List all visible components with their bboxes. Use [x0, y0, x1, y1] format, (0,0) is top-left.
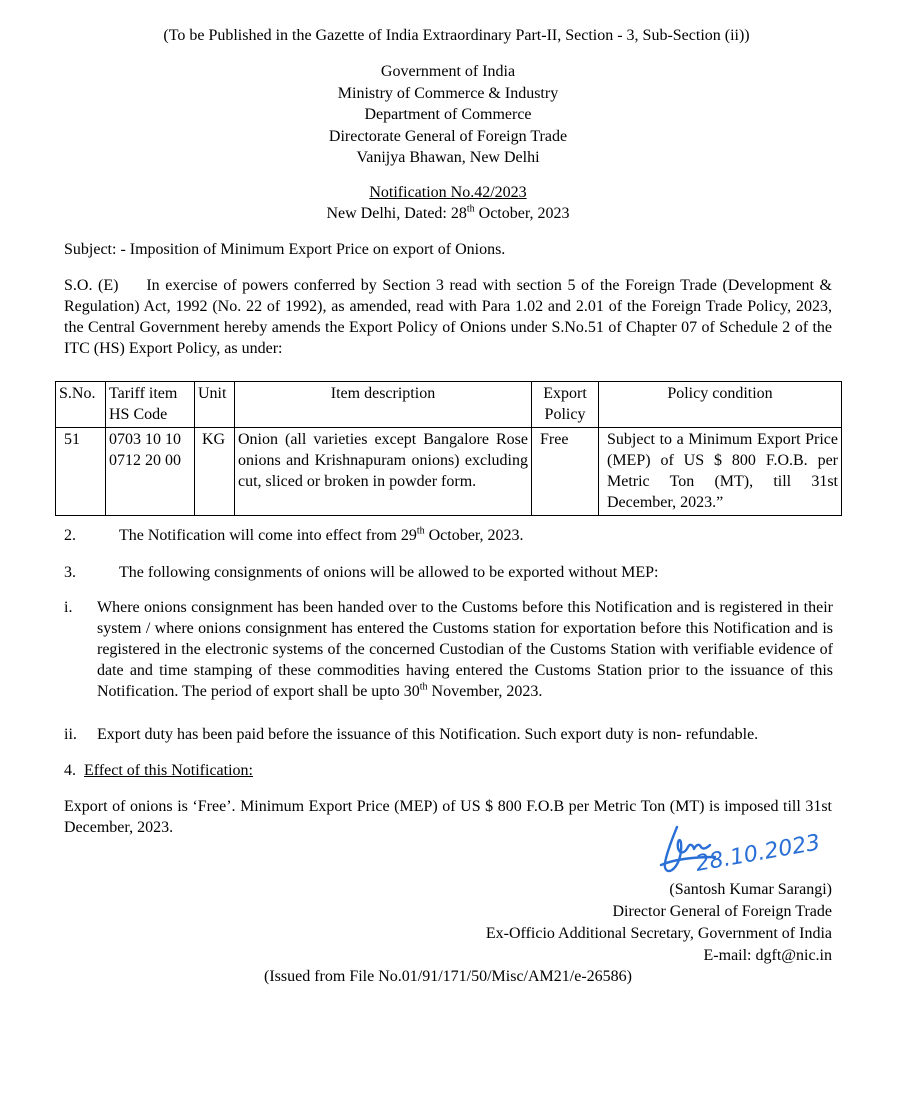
para-3-number: 3. — [64, 564, 76, 581]
cell-unit: KG — [195, 428, 235, 516]
header-line-government: Government of India — [380, 63, 516, 80]
intro-paragraph: S.O. (E) In exercise of powers conferred by Section 3 read with section 5 of the Foreign Trade (Development & Regulation) Act, 1992 (No. 22 of 1992), as amended, read with Para 1.02 and 2.01 of the Foreign Trade Policy, 2023, the Central Government hereby amends the Export Policy of Onions under S.No.51 of Chapter 07 of Schedule 2 of the ITC (HS) Export Policy, as under: — [64, 277, 836, 357]
signatory-additional-role: Ex-Officio Additional Secretary, Government of India — [485, 925, 832, 942]
header-sno: S.No. — [56, 382, 106, 428]
notification-date: New Delhi, Dated: 28th October, 2023 — [326, 203, 570, 222]
signature-date: 28.10.2023 — [693, 830, 823, 877]
table-row — [56, 428, 842, 516]
signatory-email: E-mail: dgft@nic.in — [703, 947, 832, 964]
header-policy-condition: Policy condition — [599, 382, 842, 428]
signatory-block — [486, 879, 832, 967]
item-ii-number: ii. — [64, 726, 77, 743]
header-line-department: Department of Commerce — [364, 106, 532, 123]
signatory-name: (Santosh Kumar Sarangi) — [669, 881, 832, 898]
cell-hs-code: 0703 10 10 0712 20 00 — [106, 428, 195, 516]
file-reference: (Issued from File No.01/91/171/50/Misc/AM21/e-26586) — [264, 968, 632, 985]
header-item-description: Item description — [235, 382, 532, 428]
header-line-ministry: Ministry of Commerce & Industry — [337, 84, 559, 102]
notification-block — [0, 182, 896, 224]
gazette-publication-note: (To be Published in the Gazette of India Extraordinary Part-II, Section - 3, Sub-Section (ii)) — [163, 27, 750, 44]
cell-policy-condition: Subject to a Minimum Export Price (MEP) of US $ 800 F.O.B. per Metric Ton (MT), till 31st December, 2023.” — [599, 428, 842, 516]
para-2-number: 2. — [64, 527, 76, 544]
signatory-designation: Director General of Foreign Trade — [612, 903, 832, 920]
cell-export-policy: Free — [532, 428, 599, 516]
header-line-address: Vanijya Bhawan, New Delhi — [356, 149, 540, 166]
header-unit: Unit — [195, 382, 235, 428]
cell-item-description: Onion (all varieties except Bangalore Rose onions and Krishnapuram onions) excluding cut, sliced or broken in powder form. — [235, 428, 532, 516]
para-3-text: The following consignments of onions will be allowed to be exported without MEP: — [119, 564, 659, 581]
header-tariff-item: Tariff item HS Code — [106, 382, 195, 428]
para-4-heading: 4. Effect of this Notification: — [64, 762, 253, 779]
handwritten-signature — [655, 815, 845, 885]
header-line-directorate: Directorate General of Foreign Trade — [328, 127, 568, 145]
export-policy-table — [55, 381, 842, 516]
notification-number: Notification No.42/2023 — [369, 184, 527, 201]
header-export-policy: Export Policy — [532, 382, 599, 428]
item-i-number: i. — [64, 599, 73, 616]
table-header-row — [56, 382, 842, 428]
para-2-text: The Notification will come into effect from 29th October, 2023. — [119, 525, 524, 544]
item-i-text: Where onions consignment has been handed over to the Customs before this Notification and is registered in their system / where onions consignment has entered the Customs station for exportation before this Notification and is registered in the electronic systems of the concerned Custodian of the Customs Station with verifiable evidence of date and time stamping of these commodities having entered the Customs Station prior to the issuance of this Notification. The period of export shall be upto 30th November, 2023. — [97, 599, 833, 700]
item-ii-text: Export duty has been paid before the issuance of this Notification. Such export duty is non- refundable. — [97, 726, 759, 743]
issuing-authority-header — [0, 61, 896, 169]
subject-line: Subject: - Imposition of Minimum Export Price on export of Onions. — [64, 241, 506, 258]
cell-sno: 51 — [56, 428, 106, 516]
effect-paragraph: Export of onions is ‘Free’. Minimum Export Price (MEP) of US $ 800 F.O.B per Metric Ton (MT) is imposed till 31st December, 2023. — [64, 798, 832, 836]
